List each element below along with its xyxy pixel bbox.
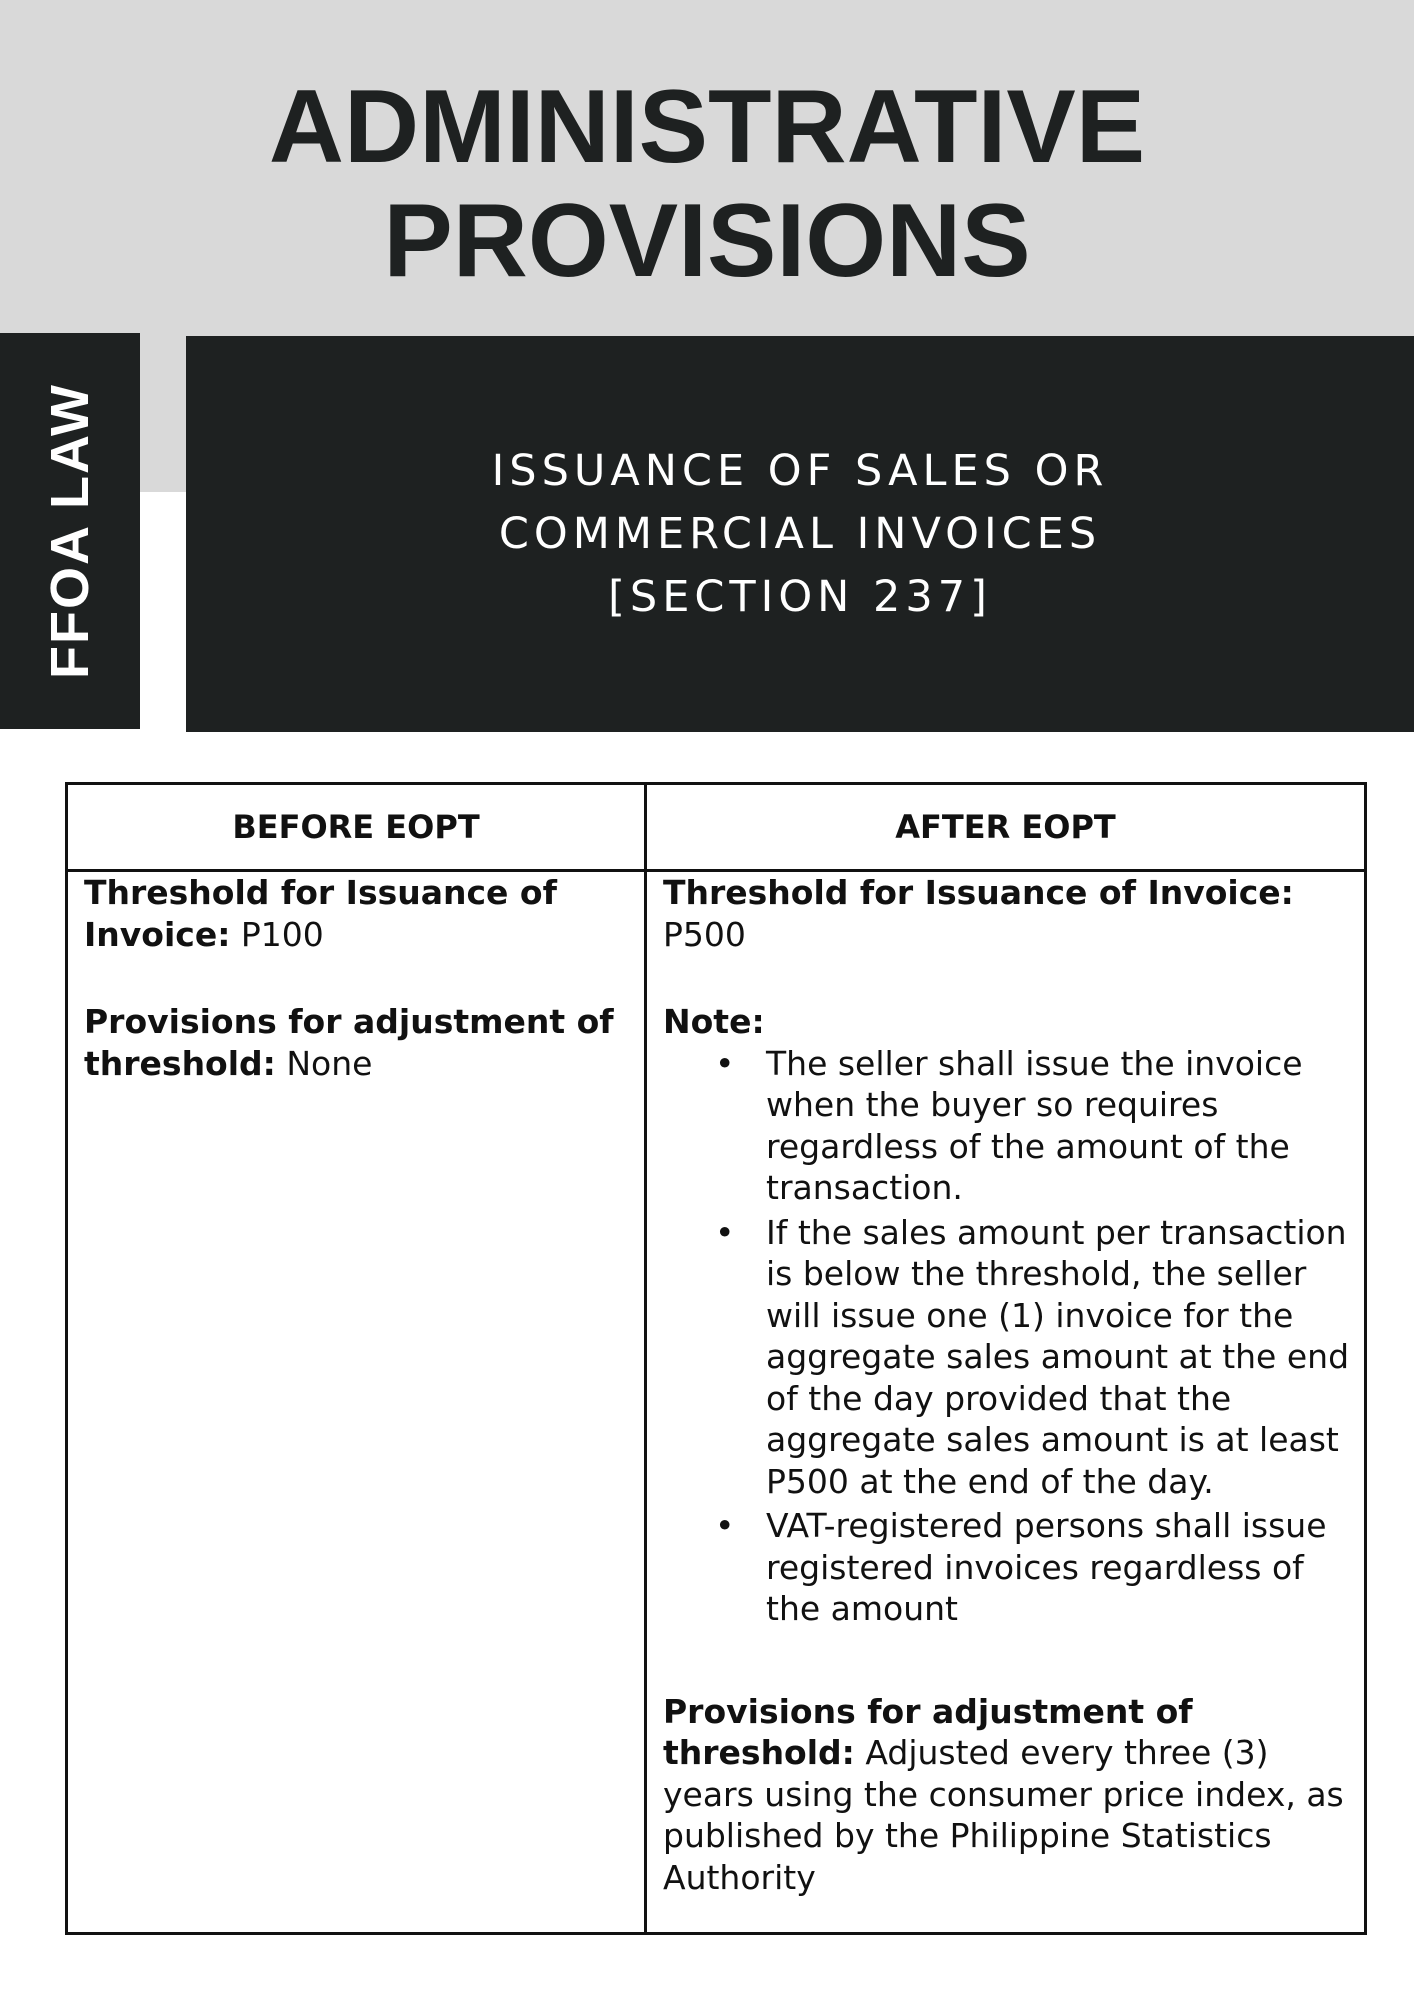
before-adjustment-value: None <box>286 1043 373 1083</box>
header-after-eopt: AFTER EOPT <box>895 808 1116 846</box>
header-before-eopt: BEFORE EOPT <box>232 808 480 846</box>
after-threshold-label: Threshold for Issuance of Invoice: <box>663 873 1294 912</box>
after-threshold <box>663 872 1360 955</box>
before-eopt-cell <box>84 872 632 1084</box>
before-adjustment-label: Provisions for adjustment of threshold: <box>84 1002 614 1083</box>
section-heading <box>186 440 1414 629</box>
before-threshold <box>84 872 632 955</box>
after-threshold-value: P500 <box>663 914 746 954</box>
note-list <box>663 1043 1360 1630</box>
comparison-table <box>65 782 1367 1935</box>
notch-divider <box>140 492 186 729</box>
section-heading-line-3: [SECTION 237] <box>608 572 992 622</box>
bullet-icon: • <box>715 1043 735 1083</box>
page-title <box>0 70 1414 298</box>
section-heading-line-2: COMMERCIAL INVOICES <box>498 509 1102 559</box>
before-threshold-label: Threshold for Issuance of Invoice: <box>84 873 557 954</box>
before-adjustment <box>84 1001 632 1084</box>
section-banner <box>186 336 1414 732</box>
page-title-line-1: ADMINISTRATIVE <box>268 69 1146 185</box>
after-adjustment-label: Provisions for adjustment of threshold: <box>663 1691 1193 1772</box>
bullet-icon: • <box>715 1212 735 1252</box>
spacer <box>84 955 632 1001</box>
note-text: The seller shall issue the invoice when the buyer so requires regardless of the amount of the transaction. <box>766 1043 1303 1207</box>
after-eopt-cell <box>663 872 1360 1898</box>
note-item <box>663 1212 1360 1503</box>
after-note-heading <box>663 1001 1360 1043</box>
page-title-line-2: PROVISIONS <box>383 183 1031 299</box>
note-text: If the sales amount per transaction is below the threshold, the seller will issue one (1) invoice for the aggregate sales amount at the end of the day provided that the aggregate sales amount is at least P500 at the end of the day. <box>766 1212 1350 1501</box>
brand-label: FFOA LAW <box>40 383 100 679</box>
column-divider <box>644 785 647 1932</box>
note-item <box>663 1043 1360 1209</box>
bullet-icon: • <box>715 1506 735 1545</box>
after-adjustment <box>663 1691 1360 1899</box>
spacer <box>663 955 1360 1001</box>
after-note-label: Note: <box>663 1002 765 1041</box>
section-heading-line-1: ISSUANCE OF SALES OR <box>491 446 1109 496</box>
note-item <box>663 1505 1360 1630</box>
before-threshold-value: P100 <box>240 914 324 954</box>
spacer <box>663 1633 1360 1691</box>
note-text: VAT-registered persons shall issue registered invoices regardless of the amount <box>766 1506 1327 1628</box>
after-adjustment-value: Adjusted every three (3) years using the consumer price index, as published by the Philippine Statistics Authority <box>663 1733 1344 1897</box>
